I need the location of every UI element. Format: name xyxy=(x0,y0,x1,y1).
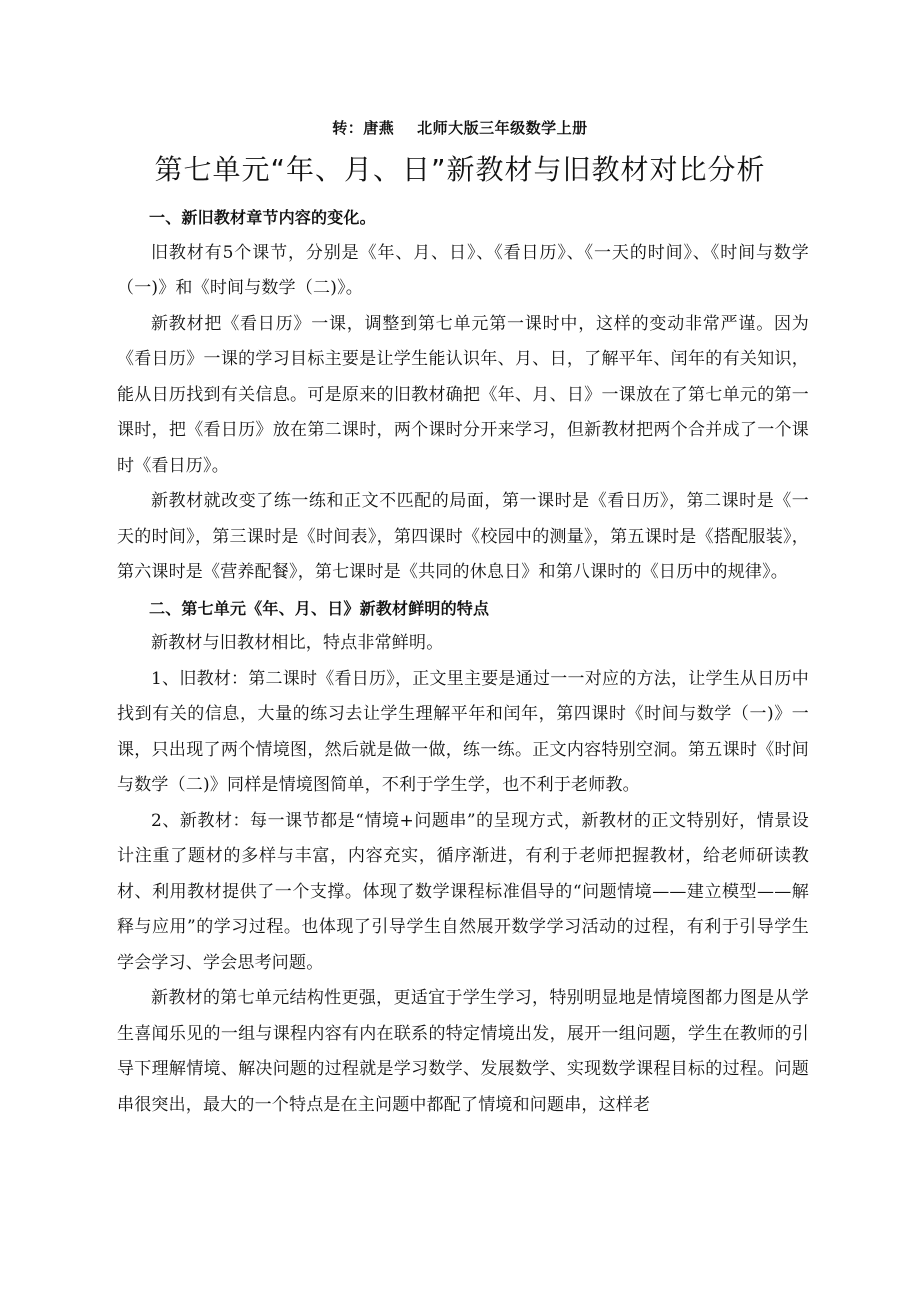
paragraph: 新教材与旧教材相比，特点非常鲜明。 xyxy=(151,633,444,653)
paragraph: 2、新教材：每一课节都是“情境+问题串”的呈现方式，新教材的正文特别好，情景设计注重了题材的多样与丰富，内容充实，循序渐进，有利于老师把握教材，给老师研读教材、利用教材提供了一个支撑。体现了数学课程标准倡导的“问题情境——建立模型——解释与应用”的学习过程。也体现了引导学生自然展开数学学习活动的过程，有利于引导学生学会学习、学会思考问题。 xyxy=(117,810,809,973)
paragraph: 旧教材有5个课节，分别是《年、月、日》、《看日历》、《一天的时间》、《时间与数学（一)》和《时间与数学（二)》。 xyxy=(117,242,809,298)
paragraph: 1、旧教材：第二课时《看日历》，正文里主要是通过一一对应的方法，让学生从日历中找到有关的信息，大量的练习去让学生理解平年和闰年，第四课时《时间与数学（一)》一课，只出现了两个情境图，然后就是做一做，练一练。正文内容特别空洞。第五课时《时间与数学（二)》同样是情境图简单，不利于学生学，也不利于老师教。 xyxy=(117,668,809,795)
paragraph: 新教材就改变了练一练和正文不匹配的局面，第一课时是《看日历》，第二课时是《一天的时间》，第三课时是《时间表》，第四课时《校园中的测量》，第五课时是《搭配服装》，第六课时是《营养配餐》，第七课时是《共同的休息日》和第八课时的《日历中的规律》。 xyxy=(117,491,809,582)
paragraph: 新教材的第七单元结构性更强，更适宜于学生学习，特别明显地是情境图都力图是从学生喜闻乐见的一组与课程内容有内在联系的特定情境出发，展开一组问题，学生在教师的引导下理解情境、解决问题的过程就是学习数学、发展数学、实现数学课程目标的过程。问题串很突出，最大的一个特点是在主问题中都配了情境和问题串，这样老 xyxy=(117,988,809,1115)
section-heading-2: 二、第七单元《年、月、日》新教材鲜明的特点 xyxy=(149,598,490,618)
paragraph: 新教材把《看日历》一课，调整到第七单元第一课时中，这样的变动非常严谨。因为《看日历》一课的学习目标主要是让学生能认识年、月、日，了解平年、闰年的有关知识，能从日历找到有关信息。可是原来的旧教材确把《年、月、日》一课放在了第七单元的第一课时，把《看日历》放在第二课时，两个课时分开来学习，但新教材把两个合并成了一个课时《看日历》。 xyxy=(117,313,809,476)
section-heading-1: 一、新旧教材章节内容的变化。 xyxy=(149,208,376,227)
document-title: 第七单元“年、月、日”新教材与旧教材对比分析 xyxy=(154,153,766,186)
document-subtitle: 转：唐燕 北师大版三年级数学上册 xyxy=(332,119,588,137)
document-body xyxy=(117,200,809,1123)
